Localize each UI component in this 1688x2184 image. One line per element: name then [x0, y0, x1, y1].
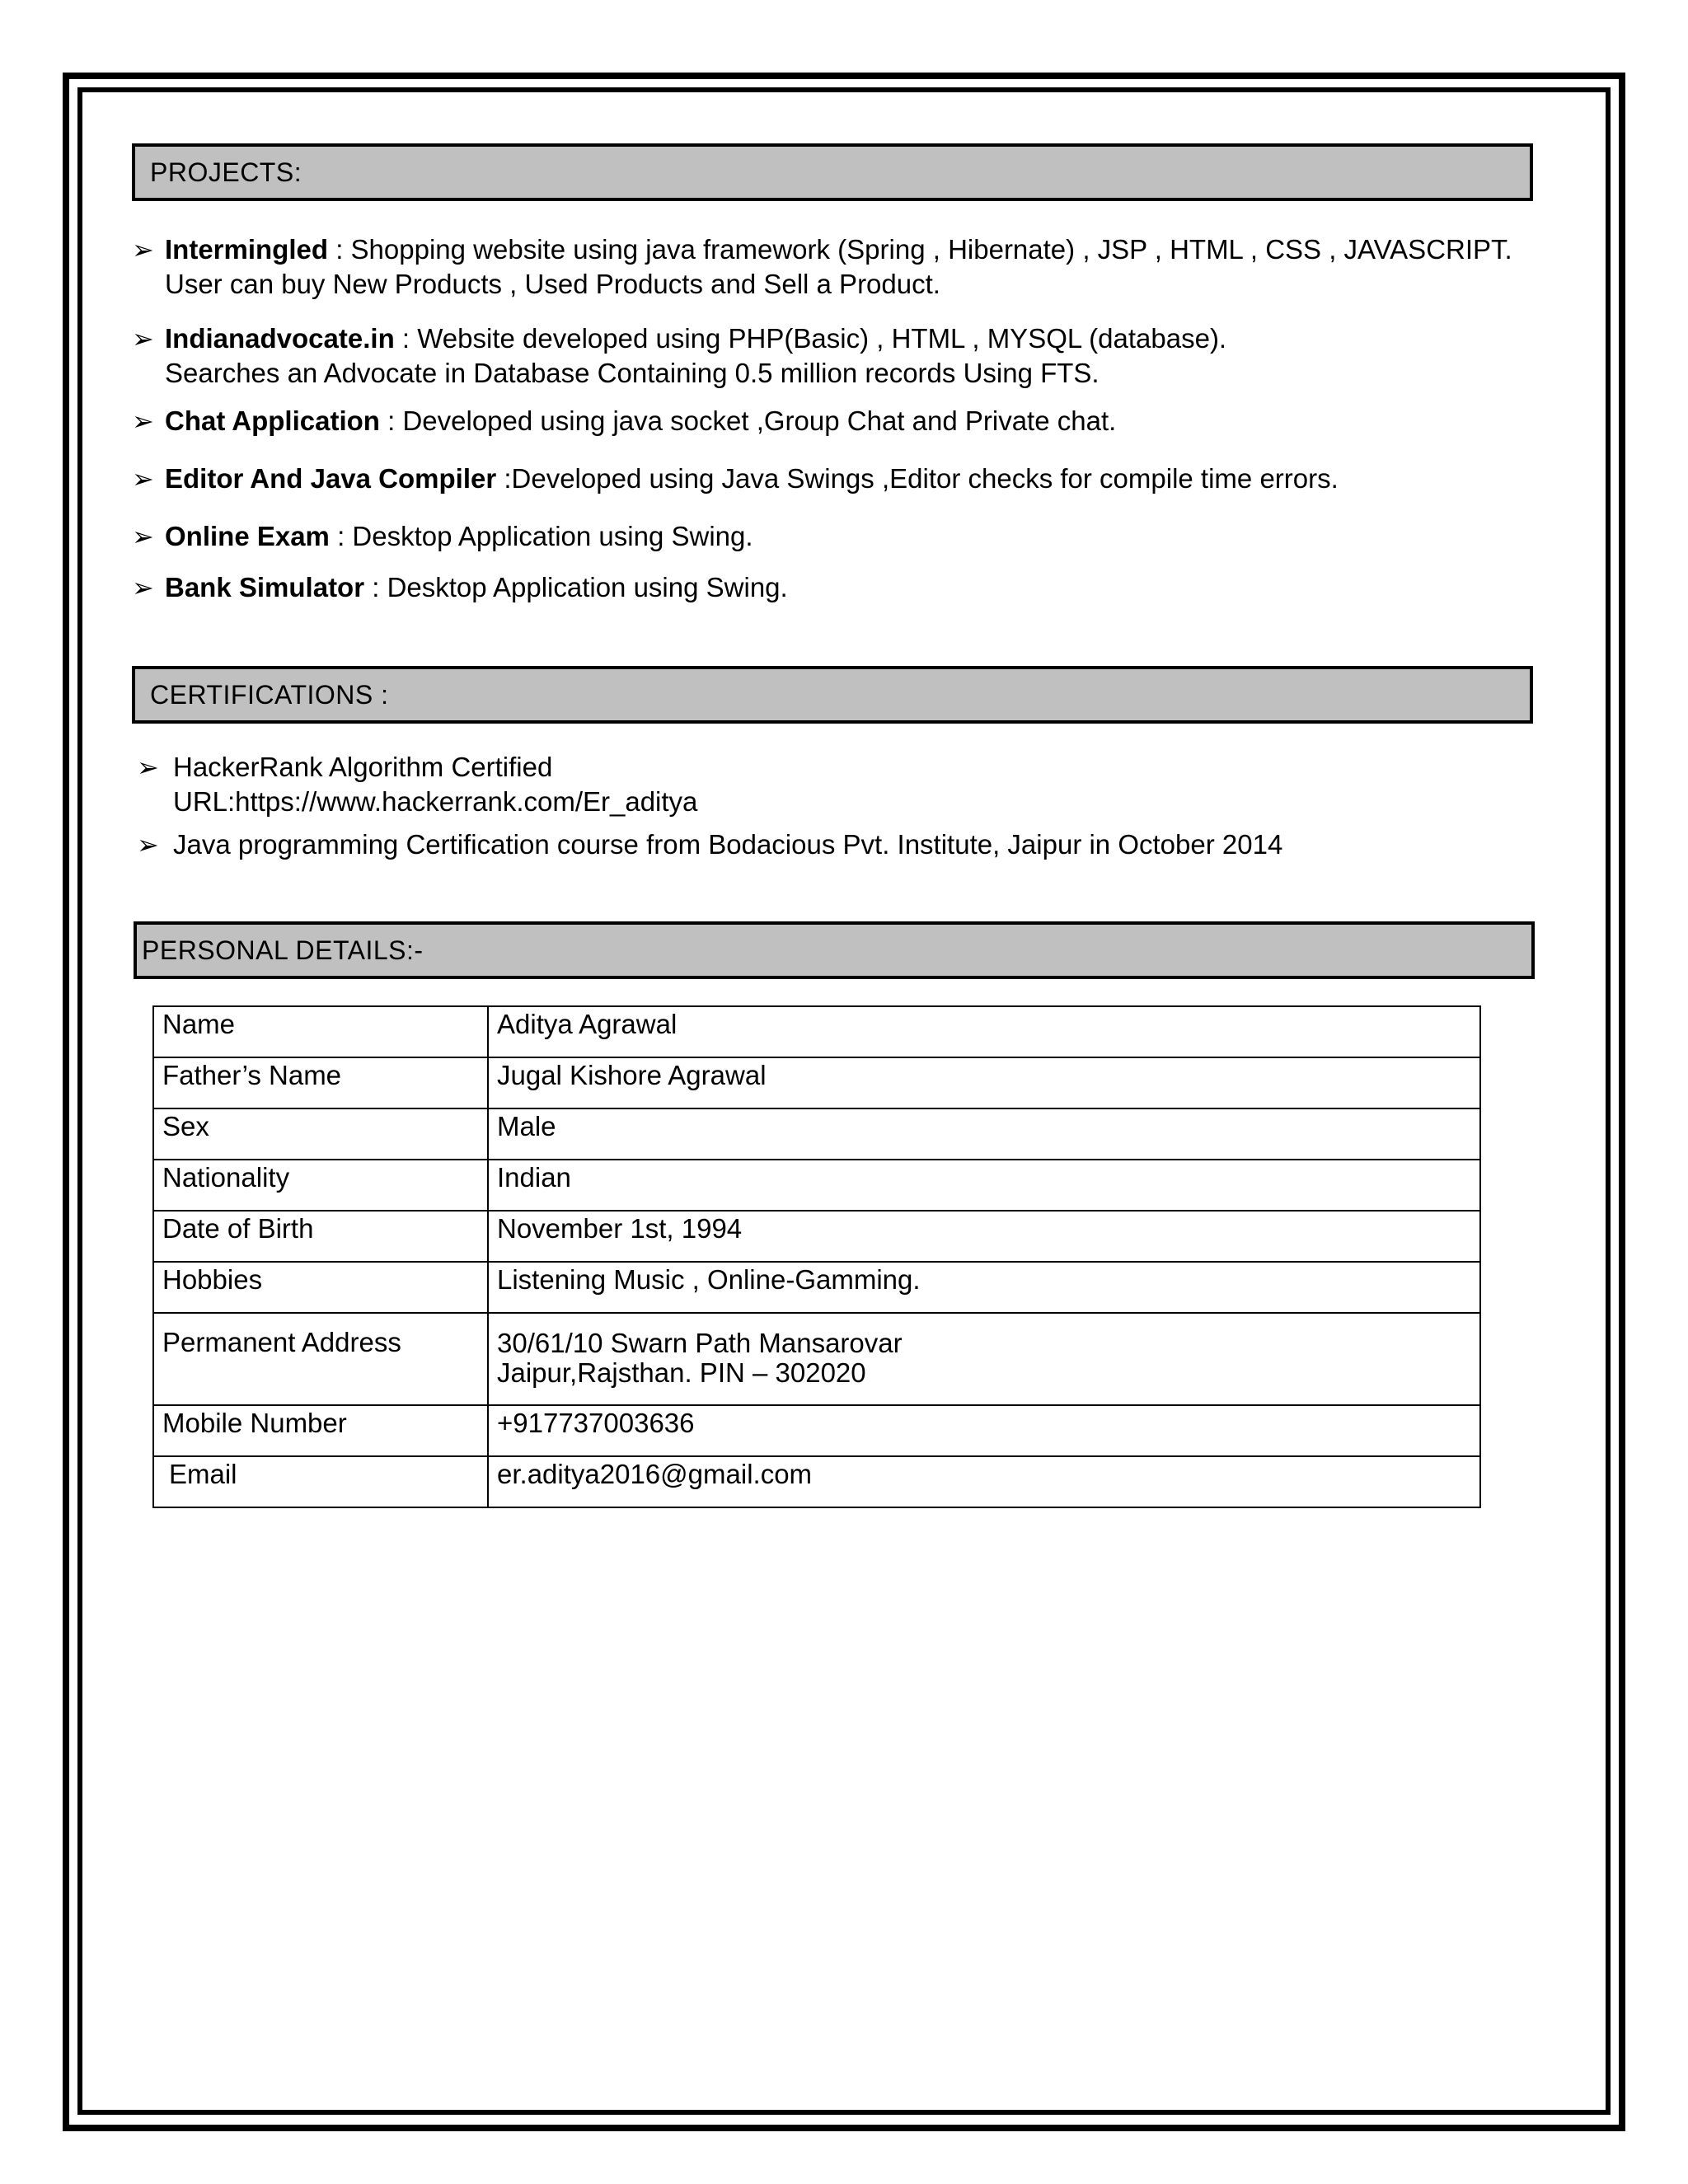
- detail-value: Listening Music , Online-Gamming.: [488, 1262, 1480, 1313]
- projects-heading: PROJECTS:: [132, 143, 1533, 201]
- project-desc: : Website developed using PHP(Basic) , HTML , MYSQL (database).: [394, 323, 1227, 354]
- bullet-arrow-icon: ➢: [137, 752, 159, 782]
- project-title: Indianadvocate.in: [165, 323, 395, 354]
- detail-value: [488, 1313, 1480, 1405]
- address-line-2: Jaipur,Rajsthan. PIN – 302020: [497, 1357, 866, 1388]
- detail-value: er.aditya2016@gmail.com: [488, 1456, 1480, 1507]
- project-desc-line2: Searches an Advocate in Database Containing 0.5 million records Using FTS.: [165, 358, 1100, 388]
- personal-details-heading: PERSONAL DETAILS:-: [134, 921, 1535, 979]
- bullet-arrow-icon: ➢: [132, 406, 154, 436]
- address-line-1: 30/61/10 Swarn Path Mansarovar: [497, 1328, 903, 1358]
- project-title: Chat Application: [165, 405, 380, 436]
- table-row: [153, 1057, 1480, 1108]
- detail-value: Indian: [488, 1160, 1480, 1211]
- project-desc-line2: User can buy New Products , Used Products and Sell a Product.: [165, 269, 940, 299]
- project-item: [132, 321, 1550, 391]
- personal-details-table: [152, 1005, 1481, 1508]
- detail-value: +917737003636: [488, 1405, 1480, 1456]
- detail-key: Father’s Name: [153, 1057, 488, 1108]
- detail-value: Jugal Kishore Agrawal: [488, 1057, 1480, 1108]
- table-row: [153, 1313, 1480, 1405]
- detail-key: Nationality: [153, 1160, 488, 1211]
- certification-item: [137, 827, 1554, 862]
- detail-value: Aditya Agrawal: [488, 1006, 1480, 1057]
- table-row: [153, 1006, 1480, 1057]
- certification-title: Java programming Certification course from Bodacious Pvt. Institute, Jaipur in October 2014: [173, 829, 1283, 860]
- certification-title: HackerRank Algorithm Certified: [173, 752, 553, 782]
- project-item: [132, 232, 1550, 302]
- project-item: [132, 404, 1550, 438]
- project-item: [132, 462, 1550, 496]
- certification-item: [137, 750, 1554, 819]
- bullet-arrow-icon: ➢: [132, 235, 154, 265]
- project-title: Intermingled: [165, 234, 329, 265]
- table-row: [153, 1456, 1480, 1507]
- bullet-arrow-icon: ➢: [137, 830, 159, 860]
- detail-key: Mobile Number: [153, 1405, 488, 1456]
- table-row: [153, 1262, 1480, 1313]
- detail-value: November 1st, 1994: [488, 1211, 1480, 1262]
- project-desc: :Developed using Java Swings ,Editor checks for compile time errors.: [496, 463, 1339, 494]
- table-row: [153, 1108, 1480, 1160]
- project-item: [132, 570, 1550, 605]
- project-item: [132, 519, 1550, 554]
- project-title: Editor And Java Compiler: [165, 463, 497, 494]
- project-desc: : Desktop Application using Swing.: [364, 572, 788, 602]
- project-desc: : Desktop Application using Swing.: [329, 521, 753, 551]
- detail-key: Name: [153, 1006, 488, 1057]
- bullet-arrow-icon: ➢: [132, 324, 154, 354]
- project-desc: : Shopping website using java framework (Spring , Hibernate) , JSP , HTML , CSS , JAVASCRIPT.: [328, 234, 1512, 265]
- certifications-heading: CERTIFICATIONS :: [132, 666, 1533, 724]
- table-row: [153, 1160, 1480, 1211]
- bullet-arrow-icon: ➢: [132, 464, 154, 494]
- detail-key: Email: [153, 1456, 488, 1507]
- detail-key: Hobbies: [153, 1262, 488, 1313]
- project-title: Online Exam: [165, 521, 330, 551]
- bullet-arrow-icon: ➢: [132, 522, 154, 551]
- detail-key: Sex: [153, 1108, 488, 1160]
- certification-url: URL:https://www.hackerrank.com/Er_aditya: [173, 786, 698, 817]
- detail-value: Male: [488, 1108, 1480, 1160]
- table-row: [153, 1405, 1480, 1456]
- project-desc: : Developed using java socket ,Group Chat and Private chat.: [379, 405, 1117, 436]
- detail-key: Date of Birth: [153, 1211, 488, 1262]
- project-title: Bank Simulator: [165, 572, 365, 602]
- bullet-arrow-icon: ➢: [132, 573, 154, 602]
- table-row: [153, 1211, 1480, 1262]
- detail-key: Permanent Address: [153, 1313, 488, 1405]
